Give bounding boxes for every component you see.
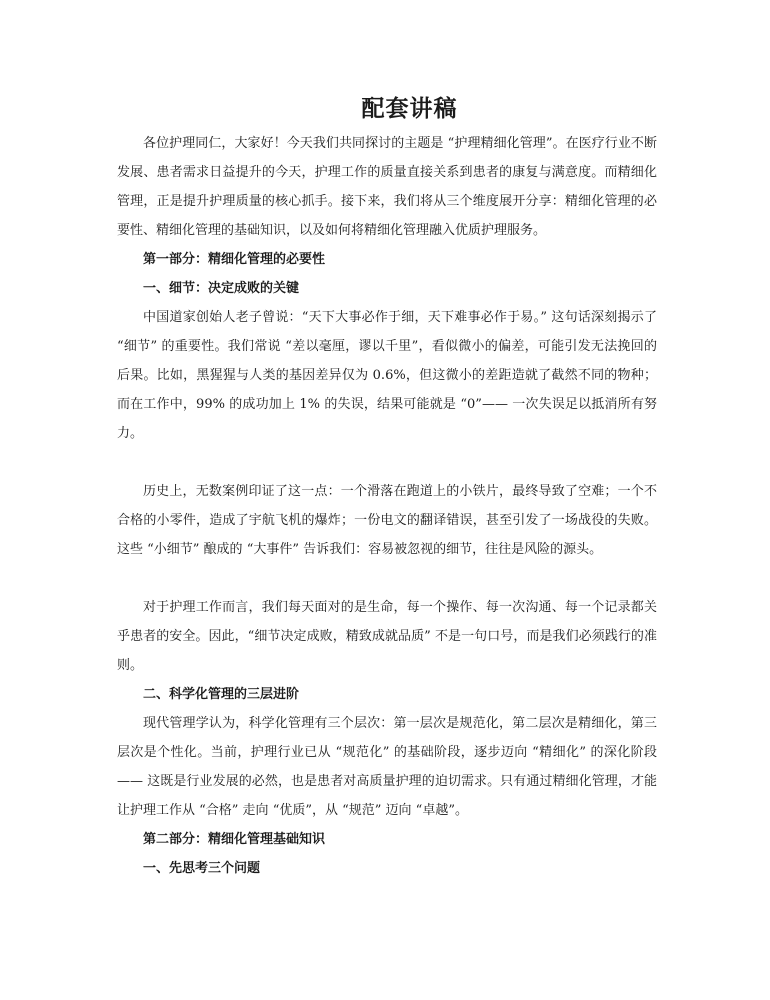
body-paragraph: 现代管理学认为，科学化管理有三个层次：第一层次是规范化，第二层次是精细化，第三层次是个性化。当前，护理行业已从 “规范化” 的基础阶段，逐步迈向 “精细化” 的深化阶段 —— 这既是行业发展的必然，也是患者对高质量护理的迫切需求。只有通过精细化管理，才能让护理工作从 “合格” 走向 “优质”，从 “规范” 迈向 “卓越”。 (117, 716, 657, 818)
body-paragraph: 对于护理工作而言，我们每天面对的是生命，每一个操作、每一次沟通、每一个记录都关乎患者的安全。因此，“细节决定成败，精致成就品质” 不是一句口号，而是我们必须践行的准则。 (117, 600, 657, 673)
document-title: 配套讲稿 (361, 95, 458, 122)
subsection-heading: 二、科学化管理的三层进阶 (143, 687, 300, 702)
body-paragraph: 历史上，无数案例印证了这一点：一个滑落在跑道上的小铁片，最终导致了空难；一个不合格的小零件，造成了宇航飞机的爆炸；一份电文的翻译错误，甚至引发了一场战役的失败。这些 “小细节” 酿成的 “大事件” 告诉我们：容易被忽视的细节，往往是风险的源头。 (117, 484, 657, 557)
intro-paragraph: 各位护理同仁，大家好！今天我们共同探讨的主题是 “护理精细化管理”。在医疗行业不断发展、患者需求日益提升的今天，护理工作的质量直接关系到患者的康复与满意度。而精细化管理，正是提升护理质量的核心抓手。接下来，我们将从三个维度展开分享：精细化管理的必要性、精细化管理的基础知识，以及如何将精细化管理融入优质护理服务。 (117, 136, 657, 238)
subsection-heading: 一、细节：决定成败的关键 (143, 281, 300, 296)
subsection-heading: 一、先思考三个问题 (143, 861, 261, 876)
document-page (117, 90, 657, 883)
section-heading: 第二部分：精细化管理基础知识 (143, 832, 326, 847)
section-heading: 第一部分：精细化管理的必要性 (143, 252, 326, 267)
body-paragraph: 中国道家创始人老子曾说：“天下大事必作于细，天下难事必作于易。” 这句话深刻揭示了 “细节” 的重要性。我们常说 “差以毫厘，谬以千里”，看似微小的偏差，可能引发无法挽回的后果。比如，黑猩猩与人类的基因差异仅为 0.6%，但这微小的差距造就了截然不同的物种；而在工作中，99% 的成功加上 1% 的失误，结果可能就是 “0”—— 一次失误足以抵消所有努力。 (117, 310, 657, 441)
